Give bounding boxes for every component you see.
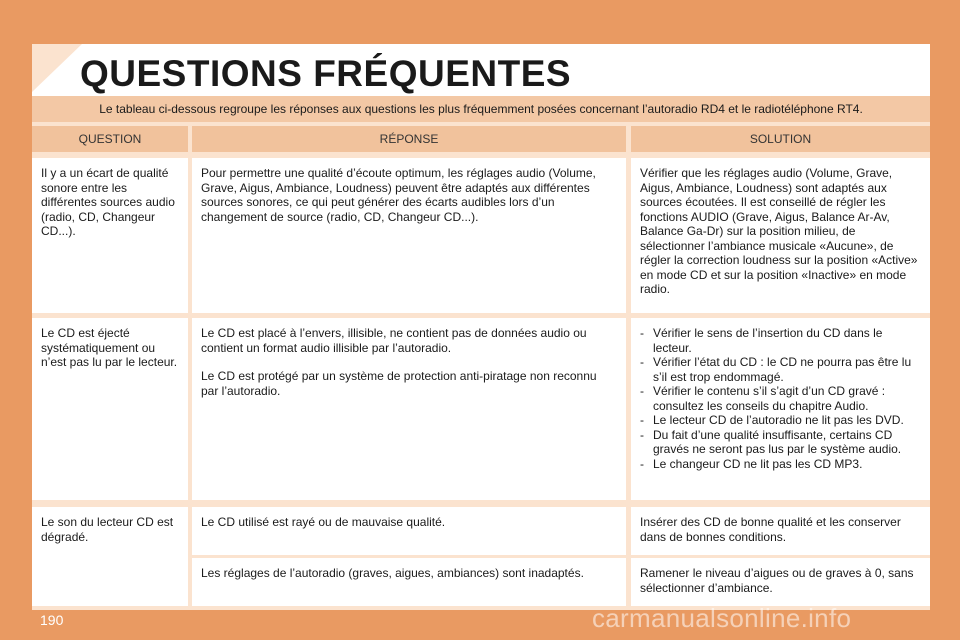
row2-response-text-2: Le CD est protégé par un système de protection anti-piratage non reconnu par l’autoradio. xyxy=(201,369,597,398)
header-response: RÉPONSE xyxy=(192,126,626,152)
row3b-solution xyxy=(631,558,930,606)
header-question: QUESTION xyxy=(32,126,188,152)
row2-response xyxy=(192,318,626,500)
watermark: carmanualsonline.info xyxy=(592,603,852,633)
row3b-solution-text: Ramener le niveau d’aigues ou de graves à 0, sans sélectionner d’ambiance. xyxy=(640,566,914,595)
row3b-response xyxy=(192,558,626,606)
row1-question-text: Il y a un écart de qualité sonore entre les différentes sources audio (radio, CD, Changeur CD...). xyxy=(41,166,175,238)
row2-response-text-1: Le CD est placé à l’envers, illisible, ne contient pas de données audio ou contient un format audio illisible par l’autoradio. xyxy=(201,326,587,355)
row3a-response xyxy=(192,507,626,555)
row2-solution xyxy=(631,318,930,500)
row3-question xyxy=(32,507,188,606)
list-item: - Vérifier l’état du CD : le CD ne pourra pas être lu s’il est trop endommagé. xyxy=(640,355,921,384)
row3a-solution xyxy=(631,507,930,555)
row2-solution-list xyxy=(640,326,921,471)
list-item: - Vérifier le contenu s’il s’agit d’un CD gravé : consultez les conseils du chapitre Audio. xyxy=(640,384,921,413)
list-item: - Le changeur CD ne lit pas les CD MP3. xyxy=(640,457,921,472)
row1-response-text: Pour permettre une qualité d’écoute optimum, les réglages audio (Volume, Grave, Aigus, Ambiance, Loudness) peuvent être adaptés aux différentes sources sonores, ce qui peut générer des écarts audibles lors d’un changement de source (radio, CD, Changeur CD...). xyxy=(201,166,596,224)
row3b-response-text: Les réglages de l’autoradio (graves, aigues, ambiances) sont inadaptés. xyxy=(201,566,584,580)
list-item: - Le lecteur CD de l’autoradio ne lit pas les DVD. xyxy=(640,413,921,428)
row1-solution xyxy=(631,158,930,313)
list-item: - Vérifier le sens de l’insertion du CD dans le lecteur. xyxy=(640,326,921,355)
list-item: - Du fait d’une qualité insuffisante, certains CD gravés ne seront pas lus par le système audio. xyxy=(640,428,921,457)
row3a-response-text: Le CD utilisé est rayé ou de mauvaise qualité. xyxy=(201,515,446,529)
row2-question-text: Le CD est éjecté systématiquement ou n’est pas lu par le lecteur. xyxy=(41,326,178,369)
row1-question xyxy=(32,158,188,313)
row1-solution-text: Vérifier que les réglages audio (Volume, Grave, Aigus, Ambiance, Loudness) sont adaptés aux sources écoutées. Il est conseillé de régler les fonctions AUDIO (Grave, Aigus, Balance Ar-Av, Balance Ga-Dr) sur la position milieu, de sélectionner l’ambiance musicale «Aucune», de régler la correction loudness sur la position «Active» en mode CD et sur la position «Inactive» en mode radio. xyxy=(640,166,918,296)
page-number: 190 xyxy=(40,612,64,628)
header-solution: SOLUTION xyxy=(631,126,930,152)
row1-response xyxy=(192,158,626,313)
page-title: QUESTIONS FRÉQUENTES xyxy=(80,53,572,94)
row3-question-text: Le son du lecteur CD est dégradé. xyxy=(41,515,174,544)
intro-text: Le tableau ci-dessous regroupe les réponses aux questions les plus fréquemment posées concernant l’autoradio RD4 et le radiotéléphone RT4. xyxy=(32,96,930,122)
row3a-solution-text: Insérer des CD de bonne qualité et les conserver dans de bonnes conditions. xyxy=(640,515,901,544)
row2-question xyxy=(32,318,188,500)
